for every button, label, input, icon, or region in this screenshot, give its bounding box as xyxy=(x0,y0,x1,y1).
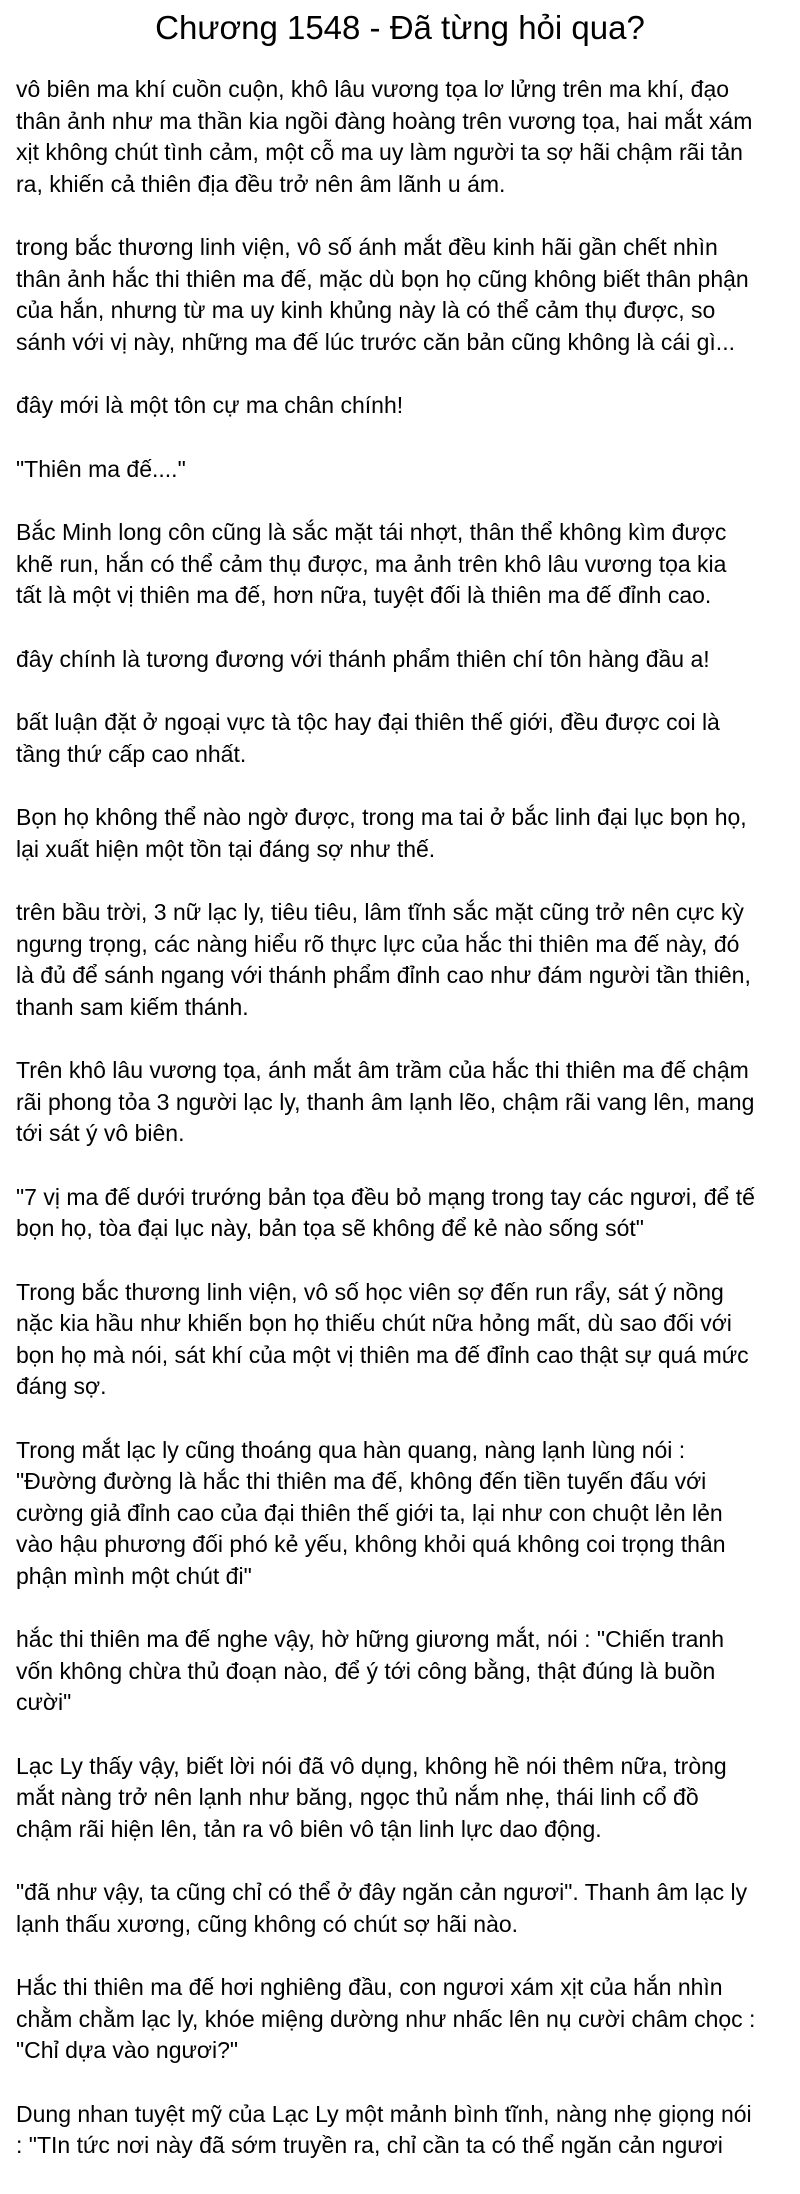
paragraph-line: Bọn họ không thể nào ngờ được, trong ma tai ở bắc linh đại lục bọn họ, xyxy=(16,804,747,830)
paragraph-line: của hắn, nhưng từ ma uy kinh khủng này là có thể cảm thụ được, so xyxy=(16,297,716,323)
paragraph-line: vốn không chừa thủ đoạn nào, để ý tới công bằng, thật đúng là buồn xyxy=(16,1657,716,1684)
paragraph-line: cười" xyxy=(16,1689,72,1715)
paragraph-line: tầng thứ cấp cao nhất. xyxy=(16,740,247,767)
paragraph xyxy=(16,707,788,770)
chapter-body xyxy=(16,74,788,2194)
paragraph-line: mắt nàng trở nên lạnh như băng, ngọc thủ nắm nhẹ, thái linh cổ đồ xyxy=(16,1784,699,1810)
paragraph-line: Dung nhan tuyệt mỹ của Lạc Ly một mảnh bình tĩnh, nàng nhẹ giọng nói xyxy=(16,2100,752,2127)
paragraph-line: "Thiên ma đế...." xyxy=(16,455,186,482)
paragraph-line: Trong mắt lạc ly cũng thoáng qua hàn quang, nàng lạnh lùng nói : xyxy=(16,1436,686,1463)
paragraph-line: ra, khiến cả thiên địa đều trở nên âm lãnh u ám. xyxy=(16,170,506,197)
paragraph xyxy=(16,2099,788,2162)
paragraph xyxy=(16,74,788,200)
paragraph-line: "Chỉ dựa vào ngươi?" xyxy=(16,2037,239,2063)
paragraph-line: tất là một vị thiên ma đế, hơn nữa, tuyệt đối là thiên ma đế đỉnh cao. xyxy=(16,582,712,608)
paragraph-line: lại xuất hiện một tồn tại đáng sợ như thế. xyxy=(16,835,436,862)
paragraph-line: xịt không chút tình cảm, một cỗ ma uy làm người ta sợ hãi chậm rãi tản xyxy=(16,139,743,165)
paragraph xyxy=(16,232,788,358)
paragraph-line: "7 vị ma đế dưới trướng bản tọa đều bỏ mạng trong tay các ngươi, để tế xyxy=(16,1183,755,1210)
paragraph xyxy=(16,1277,788,1403)
paragraph xyxy=(16,1972,788,2067)
paragraph xyxy=(16,1624,788,1719)
paragraph-line: phận mình một chút đi" xyxy=(16,1562,252,1589)
paragraph-line: thân ảnh như ma thần kia ngồi đàng hoàng trên vương tọa, hai mắt xám xyxy=(16,107,753,134)
paragraph-line: trên bầu trời, 3 nữ lạc ly, tiêu tiêu, lâm tĩnh sắc mặt cũng trở nên cực kỳ xyxy=(16,899,744,925)
paragraph xyxy=(16,454,788,486)
paragraph-line: "Đường đường là hắc thi thiên ma đế, không đến tiền tuyến đấu với xyxy=(16,1468,707,1494)
paragraph-line: tới sát ý vô biên. xyxy=(16,1120,185,1146)
paragraph-line: hắc thi thiên ma đế nghe vậy, hờ hững giương mắt, nói : "Chiến tranh xyxy=(16,1626,724,1652)
paragraph-line: rãi phong tỏa 3 người lạc ly, thanh âm lạnh lẽo, chậm rãi vang lên, mang xyxy=(16,1088,755,1115)
paragraph-line: Lạc Ly thấy vậy, biết lời nói đã vô dụng, không hề nói thêm nữa, tròng xyxy=(16,1752,727,1779)
paragraph-line: Trên khô lâu vương tọa, ánh mắt âm trầm của hắc thi thiên ma đế chậm xyxy=(16,1057,749,1083)
paragraph xyxy=(16,897,788,1023)
paragraph-line: chậm rãi hiện lên, tản ra vô biên vô tận linh lực dao động. xyxy=(16,1815,602,1842)
paragraph-line: cường giả đỉnh cao của đại thiên thế giới ta, lại như con chuột lẻn lẻn xyxy=(16,1499,723,1526)
paragraph-line: đây chính là tương đương với thánh phẩm thiên chí tôn hàng đầu a! xyxy=(16,645,710,672)
paragraph xyxy=(16,1877,788,1940)
paragraph-line: bọn họ mà nói, sát khí của một vị thiên ma đế đỉnh cao thật sự quá mức xyxy=(16,1341,749,1368)
paragraph-line: ngưng trọng, các nàng hiểu rõ thực lực của hắc thi thiên ma đế này, đó xyxy=(16,930,740,957)
paragraph xyxy=(16,517,788,612)
paragraph-line: Hắc thi thiên ma đế hơi nghiêng đầu, con ngươi xám xịt của hắn nhìn xyxy=(16,1974,723,2000)
paragraph-line: thanh sam kiếm thánh. xyxy=(16,993,249,1020)
paragraph-line: "đã như vậy, ta cũng chỉ có thể ở đây ngăn cản ngươi". Thanh âm lạc ly xyxy=(16,1879,748,1905)
paragraph xyxy=(16,1055,788,1150)
paragraph-line: bất luận đặt ở ngoại vực tà tộc hay đại thiên thế giới, đều được coi là xyxy=(16,709,720,735)
paragraph-line: Bắc Minh long côn cũng là sắc mặt tái nhợt, thân thể không kìm được xyxy=(16,519,727,545)
paragraph-line: lạnh thấu xương, cũng không có chút sợ hãi nào. xyxy=(16,1910,519,1937)
paragraph xyxy=(16,1435,788,1593)
paragraph-line: : "TIn tức nơi này đã sớm truyền ra, chỉ cần ta có thể ngăn cản ngươi xyxy=(16,2132,723,2158)
paragraph-line: vào hậu phương đối phó kẻ yếu, không khỏi quá không coi trọng thân xyxy=(16,1531,726,1557)
paragraph xyxy=(16,644,788,676)
paragraph-line: trong bắc thương linh viện, vô số ánh mắt đều kinh hãi gần chết nhìn xyxy=(16,234,718,260)
chapter-title: Chương 1548 - Đã từng hỏi qua? xyxy=(155,9,645,46)
paragraph-line: khẽ run, hắn có thể cảm thụ được, ma ảnh trên khô lâu vương tọa kia xyxy=(16,550,727,577)
paragraph xyxy=(16,390,788,422)
paragraph-line: sánh với vị này, những ma đế lúc trước căn bản cũng không là cái gì... xyxy=(16,328,735,355)
paragraph-line: đây mới là một tôn cự ma chân chính! xyxy=(16,392,404,418)
paragraph-line: thân ảnh hắc thi thiên ma đế, mặc dù bọn họ cũng không biết thân phận xyxy=(16,265,749,292)
paragraph-line: đáng sợ. xyxy=(16,1373,107,1399)
paragraph-line: chằm chằm lạc ly, khóe miệng dường như nhấc lên nụ cười châm chọc : xyxy=(16,2005,756,2032)
paragraph-line: Trong bắc thương linh viện, vô số học viên sợ đến run rẩy, sát ý nồng xyxy=(16,1278,724,1305)
paragraph xyxy=(16,802,788,865)
paragraph xyxy=(16,1751,788,1846)
paragraph-line: vô biên ma khí cuồn cuộn, khô lâu vương tọa lơ lửng trên ma khí, đạo xyxy=(16,76,730,102)
paragraph xyxy=(16,1182,788,1245)
paragraph-line: nặc kia hầu như khiến bọn họ thiếu chút nữa hỏng mất, dù sao đối với xyxy=(16,1310,732,1336)
paragraph-line: bọn họ, tòa đại lục này, bản tọa sẽ không để kẻ nào sống sót" xyxy=(16,1215,644,1241)
paragraph-line: là đủ để sánh ngang với thánh phẩm đỉnh cao như đám người tần thiên, xyxy=(16,962,751,988)
